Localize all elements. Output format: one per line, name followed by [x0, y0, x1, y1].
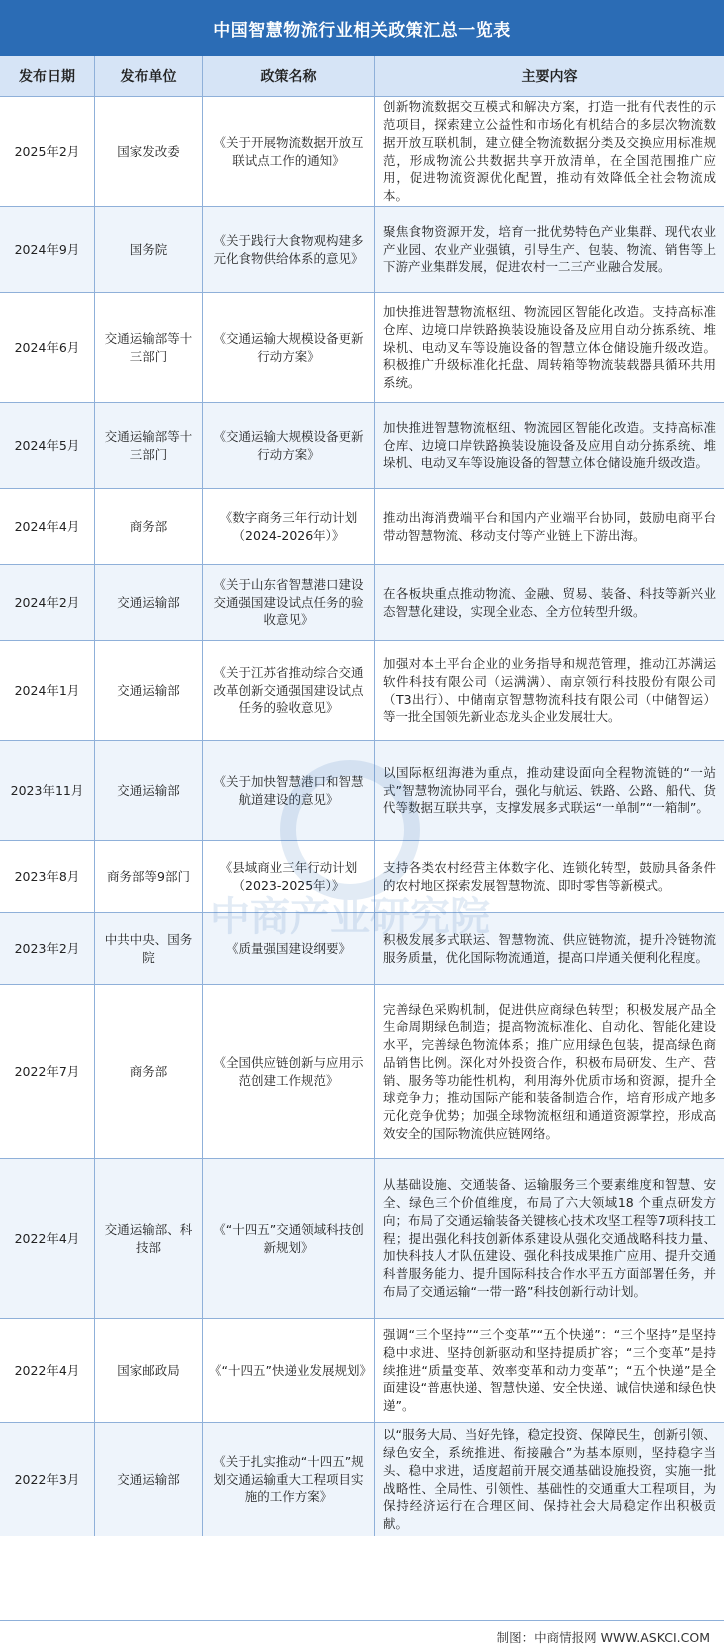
- cell-policy: 《“十四五”快递业发展规划》: [203, 1319, 375, 1422]
- table-row: [0, 206, 724, 292]
- cell-date: 2024年6月: [0, 293, 95, 402]
- cell-date: 2022年3月: [0, 1423, 95, 1536]
- cell-issuer: 商务部等9部门: [95, 841, 203, 912]
- cell-issuer: 交通运输部等十三部门: [95, 403, 203, 488]
- cell-policy: 《全国供应链创新与应用示范创建工作规范》: [203, 985, 375, 1158]
- cell-issuer: 交通运输部: [95, 741, 203, 840]
- cell-date: 2023年8月: [0, 841, 95, 912]
- cell-policy: 《“十四五”交通领域科技创新规划》: [203, 1159, 375, 1318]
- cell-content: 完善绿色采购机制，促进供应商绿色转型；积极发展产品全生命周期绿色制造；提高物流标准化、自动化、智能化建设水平，完善绿色物流体系；推广应用绿色包装，提高绿色商品销售比例。深化对外投资合作，积极布局研发、生产、营销、服务等功能性机构，利用海外优质市场和资源，提升全球竞争力；推动国际产能和装备制造合作，培育形成产地多元化竞争优势；加强全球物流枢纽和通道资源掌控，形成高效安全的国际物流供应链网络。: [383, 1001, 716, 1141]
- header-issuer: 发布单位: [95, 56, 203, 96]
- cell-date: 2024年5月: [0, 403, 95, 488]
- cell-policy: 《关于加快智慧港口和智慧航道建设的意见》: [203, 741, 375, 840]
- cell-date: 2023年2月: [0, 913, 95, 984]
- cell-issuer: 交通运输部: [95, 1423, 203, 1536]
- cell-issuer: 国务院: [95, 207, 203, 292]
- table-title: 中国智慧物流行业相关政策汇总一览表: [0, 0, 724, 56]
- table-row: [0, 912, 724, 984]
- table-header: [0, 56, 724, 96]
- table-row: [0, 564, 724, 640]
- cell-content: 以国际枢纽海港为重点，推动建设面向全程物流链的“一站式”智慧物流协同平台，强化与航运、铁路、公路、船代、货代等数据互联共享，支撑发展多式联运“一单制”“一箱制”。: [383, 764, 716, 816]
- cell-date: 2022年4月: [0, 1159, 95, 1318]
- header-content: 主要内容: [521, 69, 578, 85]
- cell-issuer: 交通运输部: [95, 641, 203, 740]
- footer-credit: 制图：中商情报网 WWW.ASKCI.COM: [0, 1620, 724, 1652]
- cell-date: 2022年7月: [0, 985, 95, 1158]
- cell-content: 强调“三个坚持”“三个变革”“五个快递”：“三个坚持”是坚持稳中求进、坚持创新驱动和坚持提质扩容；“三个变革”是持续推进“质量变革、效率变革和动力变革”；“五个快递”是全面建设“普惠快递、智慧快递、安全快递、诚信快递和绿色快递”。: [383, 1327, 716, 1414]
- cell-content: 创新物流数据交互模式和解决方案，打造一批有代表性的示范项目，探索建立公益性和市场化有机结合的多层次物流数据开放互联机制，建立健全物流数据分类及交换应用标准规范，形成物流公共数据共享开放清单，在全国范围推广应用，促进物流资源优化配置，推动有效降低全社会物流成本。: [383, 99, 716, 203]
- cell-issuer: 交通运输部: [95, 565, 203, 640]
- table-row: [0, 96, 724, 206]
- cell-policy: 《关于扎实推动“十四五”规划交通运输重大工程项目实施的工作方案》: [203, 1423, 375, 1536]
- cell-policy: 《质量强国建设纲要》: [203, 913, 375, 984]
- cell-issuer: 中共中央、国务院: [95, 913, 203, 984]
- cell-content: 支持各类农村经营主体数字化、连锁化转型，鼓励具备条件的农村地区探索发展智慧物流、即时零售等新模式。: [383, 859, 716, 893]
- table-row: [0, 402, 724, 488]
- cell-content: 积极发展多式联运、智慧物流、供应链物流，提升冷链物流服务质量，优化国际物流通道，提高口岸通关便利化程度。: [383, 931, 716, 965]
- cell-date: 2024年1月: [0, 641, 95, 740]
- cell-date: 2024年9月: [0, 207, 95, 292]
- table-row: [0, 640, 724, 740]
- cell-issuer: 交通运输部、科技部: [95, 1159, 203, 1318]
- cell-content: 在各板块重点推动物流、金融、贸易、装备、科技等新兴业态智慧化建设，实现全业态、全方位转型升级。: [383, 585, 716, 619]
- cell-content: 聚焦食物资源开发，培育一批优势特色产业集群、现代农业产业园、农业产业强镇，引导生产、包装、物流、销售等上下游产业集群发展，促进农村一二三产业融合发展。: [383, 223, 716, 275]
- cell-content: 从基础设施、交通装备、运输服务三个要素维度和智慧、安全、绿色三个价值维度，布局了六大领域18 个重点研发方向；布局了交通运输装备关键核心技术攻坚工程等7项科技工程；提出强化科技创新体系建设从强化交通战略科技力量、加快科技人才队伍建设、强化科技成果推广应用、提升交通科普服务能力、提升国际科技合作水平五方面部署任务，并布局了交通运输“一带一路”科技创新行动计划。: [383, 1177, 716, 1299]
- cell-policy: 《关于江苏省推动综合交通改革创新交通强国建设试点任务的验收意见》: [203, 641, 375, 740]
- table-row: [0, 1422, 724, 1536]
- header-date: 发布日期: [0, 56, 95, 96]
- table-row: [0, 984, 724, 1158]
- cell-issuer: 商务部: [95, 985, 203, 1158]
- cell-issuer: 国家发改委: [95, 97, 203, 206]
- cell-content: 加强对本土平台企业的业务指导和规范管理，推动江苏满运软件科技有限公司（运满满）、南京领行科技股份有限公司（T3出行）、中储南京智慧物流科技有限公司（中储智运）等一批全国领先新业态龙头企业发展壮大。: [383, 656, 716, 725]
- cell-date: 2022年4月: [0, 1319, 95, 1422]
- cell-policy: 《数字商务三年行动计划（2024-2026年）》: [203, 489, 375, 564]
- cell-content: 加快推进智慧物流枢纽、物流园区智能化改造。支持高标准仓库、边境口岸铁路换装设施设备及应用自动分拣系统、堆垛机、电动叉车等设施设备的智慧立体仓储设施升级改造。: [383, 419, 716, 471]
- table-row: [0, 488, 724, 564]
- cell-policy: 《关于山东省智慧港口建设交通强国建设试点任务的验收意见》: [203, 565, 375, 640]
- cell-issuer: 商务部: [95, 489, 203, 564]
- table-row: [0, 1158, 724, 1318]
- cell-policy: 《交通运输大规模设备更新行动方案》: [203, 403, 375, 488]
- cell-policy: 《交通运输大规模设备更新行动方案》: [203, 293, 375, 402]
- cell-policy: 《关于开展物流数据开放互联试点工作的通知》: [203, 97, 375, 206]
- cell-issuer: 交通运输部等十三部门: [95, 293, 203, 402]
- policy-table: [0, 96, 724, 1536]
- cell-content: 以“服务大局、当好先锋，稳定投资、保障民生，创新引领、绿色安全，系统推进、衔接融合”为基本原则，坚持稳字当头、稳中求进，适度超前开展交通基础设施投资，实施一批战略性、全局性、引领性、基础性的交通重大工程项目，为保持经济运行在合理区间、保持社会大局稳定作出积极贡献。: [383, 1427, 716, 1531]
- table-row: [0, 840, 724, 912]
- cell-policy: 《关于践行大食物观构建多元化食物供给体系的意见》: [203, 207, 375, 292]
- header-policy: 政策名称: [203, 56, 375, 96]
- cell-date: 2023年11月: [0, 741, 95, 840]
- cell-content: 加快推进智慧物流枢纽、物流园区智能化改造。支持高标准仓库、边境口岸铁路换装设施设备及应用自动分拣系统、堆垛机、电动叉车等设施设备的智慧立体仓储设施升级改造。积极推广升级标准化托盘、周转箱等物流装载器具循环共用系统。: [383, 304, 716, 391]
- cell-date: 2024年2月: [0, 565, 95, 640]
- cell-date: 2024年4月: [0, 489, 95, 564]
- table-row: [0, 740, 724, 840]
- table-row: [0, 1318, 724, 1422]
- cell-content: 推动出海消费端平台和国内产业端平台协同，鼓励电商平台带动智慧物流、移动支付等产业链上下游出海。: [383, 509, 716, 543]
- cell-issuer: 国家邮政局: [95, 1319, 203, 1422]
- cell-policy: 《县域商业三年行动计划（2023-2025年）》: [203, 841, 375, 912]
- cell-date: 2025年2月: [0, 97, 95, 206]
- table-row: [0, 292, 724, 402]
